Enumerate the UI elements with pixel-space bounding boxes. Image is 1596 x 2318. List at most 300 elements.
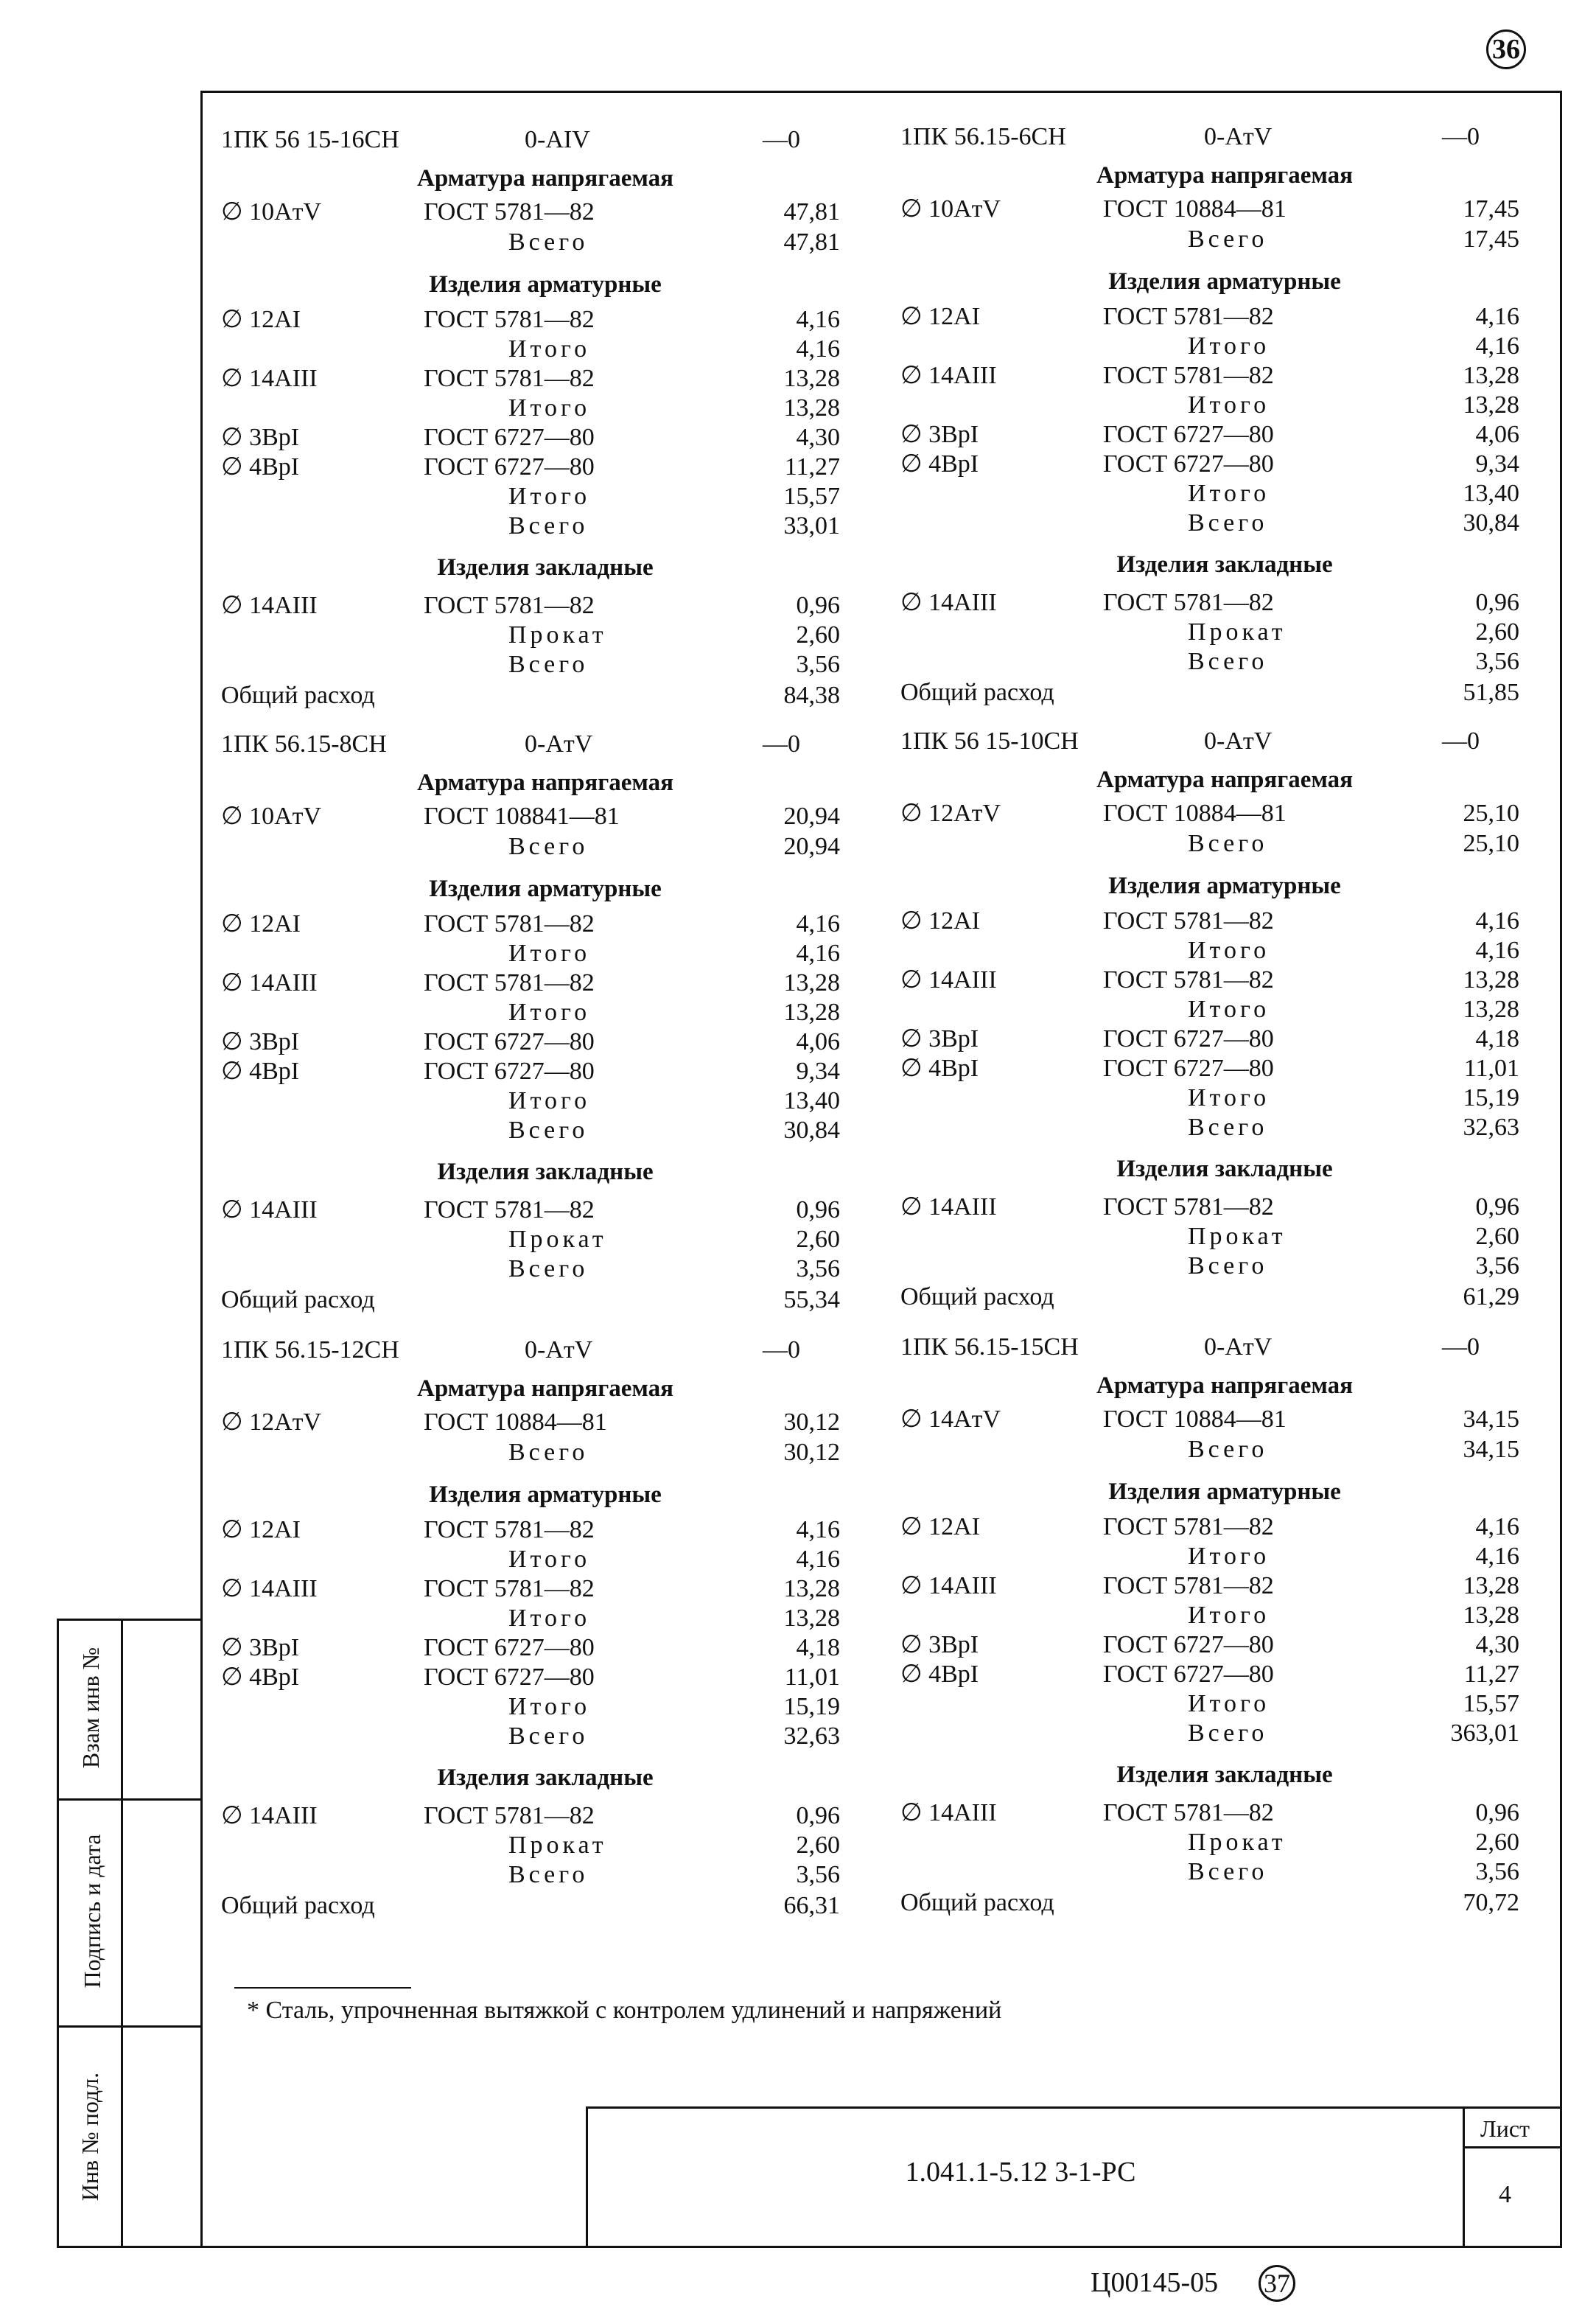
rebar-diameter: ∅ 14AIII — [900, 589, 997, 616]
mass-value: 4,06 — [796, 1028, 840, 1055]
rebar-diameter: ∅ 12AI — [221, 1516, 301, 1543]
product-title-row — [900, 122, 1519, 152]
subtotal-value: 2,60 — [796, 1226, 840, 1253]
product-value: —0 — [1442, 123, 1480, 150]
page-number: 36 — [1486, 29, 1526, 69]
table-row — [900, 1630, 1519, 1660]
rebar-diameter: ∅ 14AIII — [221, 1575, 318, 1602]
section-heading-text: Арматура напрягаемая — [1096, 1372, 1353, 1399]
rebar-diameter: ∅ 12AтV — [900, 800, 1001, 827]
subtotal-value: 13,28 — [1463, 391, 1519, 419]
rebar-diameter: ∅ 4BpI — [221, 1058, 300, 1085]
subtotal-row — [900, 1542, 1519, 1571]
standard-ref: ГОСТ 6727—80 — [424, 1664, 595, 1691]
product-title-row — [900, 727, 1519, 756]
subtotal-label: Всего — [508, 1861, 589, 1888]
mass-value: 4,16 — [1475, 907, 1519, 935]
table-row — [900, 1054, 1519, 1083]
mass-value: 9,34 — [1475, 450, 1519, 478]
mass-value: 0,96 — [1475, 1799, 1519, 1826]
subtotal-value: 4,16 — [796, 335, 840, 363]
table-row — [221, 910, 840, 939]
subtotal-label: Всего — [1188, 648, 1268, 675]
rebar-diameter: ∅ 14AIII — [900, 362, 997, 389]
subtotal-row — [221, 650, 840, 680]
subtotal-row — [221, 1692, 840, 1722]
table-row — [221, 1574, 840, 1604]
subtotal-value: 13,28 — [783, 1605, 840, 1632]
subtotal-label: Всего — [1188, 1252, 1268, 1280]
subtotal-label: Итого — [508, 1605, 591, 1632]
grand-total-value: 61,29 — [1463, 1283, 1519, 1310]
rebar-diameter: ∅ 4BpI — [900, 1661, 979, 1688]
grand-total-row — [900, 1282, 1519, 1312]
mass-value: 4,30 — [796, 424, 840, 451]
standard-ref: ГОСТ 5781—82 — [424, 910, 595, 938]
rebar-diameter: ∅ 12AI — [900, 303, 980, 330]
subtotal-row — [900, 647, 1519, 677]
standard-ref: ГОСТ 10884—81 — [1103, 800, 1287, 827]
subtotal-row — [900, 1828, 1519, 1857]
section-heading — [900, 1154, 1519, 1184]
subtotal-label: Итого — [508, 1087, 591, 1114]
subtotal-value: 363,01 — [1450, 1720, 1519, 1747]
standard-ref: ГОСТ 6727—80 — [424, 453, 595, 481]
table-row — [221, 1663, 840, 1692]
standard-ref: ГОСТ 10884—81 — [1103, 1406, 1287, 1433]
subtotal-label: Прокат — [1188, 1829, 1287, 1856]
section-heading — [900, 161, 1519, 190]
document-code: 1.041.1-5.12 3-1-РС — [905, 2157, 1136, 2188]
grand-total-row — [221, 681, 840, 711]
spec-block-1 — [221, 125, 840, 722]
grand-total-value: 55,34 — [783, 1286, 840, 1313]
rebar-diameter: ∅ 3BpI — [221, 1634, 300, 1661]
subtotal-row — [221, 335, 840, 364]
subtotal-row — [221, 1225, 840, 1254]
subtotal-value: 15,19 — [783, 1693, 840, 1720]
stamp-inv-original: Инв № подл. — [77, 2072, 103, 2202]
subtotal-label: Всего — [508, 833, 589, 860]
standard-ref: ГОСТ 5781—82 — [424, 1196, 595, 1223]
table-row — [221, 1515, 840, 1545]
subtotal-label: Всего — [508, 1722, 589, 1750]
rebar-diameter: ∅ 14AIII — [900, 1193, 997, 1221]
mass-value: 11,27 — [1463, 1661, 1519, 1688]
subtotal-value: 17,45 — [1463, 226, 1519, 253]
rebar-diameter: ∅ 12AI — [221, 910, 301, 938]
grand-total-row — [900, 678, 1519, 708]
rebar-diameter: ∅ 3BpI — [221, 424, 300, 451]
table-row — [900, 966, 1519, 995]
grand-total-row — [221, 1285, 840, 1315]
table-row — [900, 1512, 1519, 1542]
subtotal-label: Итого — [508, 940, 591, 967]
rebar-diameter: ∅ 12AI — [221, 306, 301, 333]
rebar-diameter: ∅ 14AIII — [900, 966, 997, 994]
rebar-diameter: ∅ 10AтV — [221, 803, 322, 830]
product-code: 1ПК 56 15-10СН — [900, 727, 1079, 755]
product-mark: 0-AIV — [525, 126, 590, 153]
section-heading-text: Изделия закладные — [437, 554, 654, 581]
subtotal-row — [900, 1719, 1519, 1748]
section-heading — [221, 553, 840, 582]
product-title-row — [900, 1333, 1519, 1362]
subtotal-label: Всего — [1188, 509, 1268, 537]
product-value: —0 — [1442, 727, 1480, 755]
subtotal-label: Итого — [1188, 1543, 1270, 1570]
rebar-diameter: ∅ 12AI — [900, 907, 980, 935]
product-value: —0 — [763, 1336, 800, 1364]
subtotal-row — [900, 225, 1519, 254]
subtotal-label: Всего — [508, 228, 589, 256]
subtotal-value: 2,60 — [796, 621, 840, 649]
product-title-row — [221, 730, 840, 759]
standard-ref: ГОСТ 10884—81 — [424, 1408, 607, 1436]
standard-ref: ГОСТ 5781—82 — [1103, 1513, 1274, 1540]
standard-ref: ГОСТ 6727—80 — [1103, 421, 1274, 448]
product-mark: 0-AтV — [1204, 727, 1273, 755]
archive-circle-number: 37 — [1259, 2265, 1295, 2302]
product-code: 1ПК 56 15-16СН — [221, 126, 399, 153]
section-heading-text: Арматура напрягаемая — [1096, 767, 1353, 793]
subtotal-label: Всего — [1188, 226, 1268, 253]
mass-value: 4,16 — [1475, 303, 1519, 330]
standard-ref: ГОСТ 5781—82 — [424, 306, 595, 333]
grand-total-label: Общий расход — [221, 1286, 375, 1313]
mass-value: 4,16 — [1475, 1513, 1519, 1540]
product-code: 1ПК 56.15-8СН — [221, 730, 387, 758]
subtotal-label: Итого — [508, 394, 591, 422]
subtotal-row — [221, 1722, 840, 1751]
mass-value: 4,18 — [796, 1634, 840, 1661]
product-mark: 0-AтV — [525, 1336, 593, 1364]
rebar-diameter: ∅ 14AтV — [900, 1406, 1001, 1433]
subtotal-label: Всего — [508, 1255, 589, 1282]
subtotal-value: 3,56 — [1475, 1858, 1519, 1885]
subtotal-row — [900, 1113, 1519, 1142]
subtotal-row — [900, 995, 1519, 1024]
subtotal-row — [221, 482, 840, 512]
standard-ref: ГОСТ 5781—82 — [424, 1516, 595, 1543]
mass-value: 0,96 — [796, 1196, 840, 1223]
grand-total-value: 51,85 — [1463, 679, 1519, 706]
subtotal-value: 4,16 — [1475, 937, 1519, 964]
table-row — [900, 195, 1519, 224]
standard-ref: ГОСТ 108841—81 — [424, 803, 620, 830]
footnote: * Сталь, упрочненная вытяжкой с контролем удлинений и напряжений — [247, 1997, 1002, 2024]
subtotal-value: 13,28 — [1463, 996, 1519, 1023]
title-block-sheet-rule — [1463, 2146, 1562, 2148]
subtotal-row — [221, 228, 840, 257]
mass-value: 4,16 — [796, 1516, 840, 1543]
footnote-rule — [234, 1987, 411, 1989]
mass-value: 47,81 — [783, 198, 840, 226]
grand-total-label: Общий расход — [900, 1283, 1054, 1310]
stamp-inv-replace: Взам инв № — [77, 1647, 104, 1769]
table-row — [221, 1027, 840, 1057]
table-row — [221, 364, 840, 394]
subtotal-value: 4,16 — [1475, 332, 1519, 360]
standard-ref: ГОСТ 5781—82 — [424, 1802, 595, 1829]
rebar-diameter: ∅ 4BpI — [221, 1664, 300, 1691]
product-title-row — [221, 1336, 840, 1365]
subtotal-value: 3,56 — [1475, 648, 1519, 675]
table-row — [221, 802, 840, 831]
subtotal-row — [900, 1083, 1519, 1113]
subtotal-value: 2,60 — [1475, 1223, 1519, 1250]
rebar-diameter: ∅ 4BpI — [900, 1055, 979, 1082]
subtotal-value: 33,01 — [783, 512, 840, 540]
mass-value: 0,96 — [796, 1802, 840, 1829]
subtotal-row — [900, 936, 1519, 966]
mass-value: 4,06 — [1475, 421, 1519, 448]
product-value: —0 — [763, 730, 800, 758]
table-row — [221, 1408, 840, 1437]
mass-value: 11,01 — [784, 1664, 840, 1691]
standard-ref: ГОСТ 5781—82 — [1103, 1799, 1274, 1826]
section-heading — [221, 1374, 840, 1403]
standard-ref: ГОСТ 6727—80 — [1103, 1055, 1274, 1082]
section-heading — [900, 1371, 1519, 1400]
mass-value: 0,96 — [1475, 1193, 1519, 1221]
standard-ref: ГОСТ 5781—82 — [1103, 966, 1274, 994]
table-row — [900, 450, 1519, 479]
subtotal-label: Всего — [1188, 1720, 1268, 1747]
product-code: 1ПК 56.15-6СН — [900, 123, 1066, 150]
subtotal-value: 3,56 — [796, 1861, 840, 1888]
subtotal-row — [900, 509, 1519, 538]
rebar-diameter: ∅ 12AтV — [221, 1408, 322, 1436]
rebar-diameter: ∅ 3BpI — [900, 1631, 979, 1658]
subtotal-value: 2,60 — [796, 1832, 840, 1859]
standard-ref: ГОСТ 6727—80 — [1103, 450, 1274, 478]
grand-total-value: 84,38 — [783, 682, 840, 709]
subtotal-value: 13,28 — [783, 394, 840, 422]
section-heading-text: Изделия закладные — [437, 1764, 654, 1791]
section-heading — [221, 1157, 840, 1187]
subtotal-value: 4,16 — [796, 940, 840, 967]
section-heading — [221, 270, 840, 299]
standard-ref: ГОСТ 5781—82 — [424, 592, 595, 619]
subtotal-value: 3,56 — [796, 1255, 840, 1282]
subtotal-value: 34,15 — [1463, 1436, 1519, 1463]
mass-value: 11,27 — [784, 453, 840, 481]
section-heading-text: Изделия арматурные — [1108, 873, 1341, 899]
standard-ref: ГОСТ 5781—82 — [1103, 303, 1274, 330]
archive-code: Ц00145-05 — [1091, 2267, 1219, 2298]
standard-ref: ГОСТ 6727—80 — [1103, 1661, 1274, 1688]
table-row — [221, 1195, 840, 1225]
grand-total-value: 66,31 — [783, 1892, 840, 1919]
section-heading — [221, 164, 840, 193]
section-heading-text: Изделия арматурные — [429, 1481, 662, 1508]
mass-value: 20,94 — [783, 803, 840, 830]
product-code: 1ПК 56.15-15СН — [900, 1333, 1079, 1361]
product-title-row — [221, 125, 840, 155]
subtotal-value: 13,28 — [783, 999, 840, 1026]
side-stamp-rule-2 — [57, 2025, 203, 2028]
standard-ref: ГОСТ 6727—80 — [424, 1058, 595, 1085]
subtotal-label: Всего — [1188, 1114, 1268, 1141]
table-row — [221, 305, 840, 335]
subtotal-row — [900, 829, 1519, 859]
mass-value: 0,96 — [1475, 589, 1519, 616]
rebar-diameter: ∅ 3BpI — [900, 1025, 979, 1052]
section-heading-text: Арматура напрягаемая — [417, 165, 673, 192]
standard-ref: ГОСТ 6727—80 — [424, 1634, 595, 1661]
mass-value: 13,28 — [783, 365, 840, 392]
subtotal-row — [221, 832, 840, 862]
section-heading — [900, 871, 1519, 901]
product-mark: 0-AтV — [1204, 123, 1273, 150]
grand-total-row — [900, 1888, 1519, 1918]
subtotal-row — [900, 1222, 1519, 1251]
section-heading-text: Изделия закладные — [1116, 551, 1333, 578]
table-row — [900, 420, 1519, 450]
mass-value: 30,12 — [783, 1408, 840, 1436]
subtotal-label: Прокат — [508, 1832, 607, 1859]
subtotal-row — [221, 1086, 840, 1116]
rebar-diameter: ∅ 3BpI — [221, 1028, 300, 1055]
product-code: 1ПК 56.15-12СН — [221, 1336, 399, 1364]
standard-ref: ГОСТ 10884—81 — [1103, 195, 1287, 223]
table-row — [221, 1801, 840, 1831]
mass-value: 13,28 — [783, 1575, 840, 1602]
standard-ref: ГОСТ 6727—80 — [1103, 1631, 1274, 1658]
subtotal-label: Всего — [1188, 1436, 1268, 1463]
mass-value: 17,45 — [1463, 195, 1519, 223]
subtotal-row — [900, 332, 1519, 361]
subtotal-row — [221, 512, 840, 541]
subtotal-value: 13,28 — [1463, 1602, 1519, 1629]
subtotal-label: Итого — [1188, 480, 1270, 507]
subtotal-label: Итого — [1188, 1690, 1270, 1717]
section-heading-text: Изделия арматурные — [1108, 1479, 1341, 1505]
subtotal-row — [221, 1116, 840, 1145]
subtotal-row — [221, 939, 840, 968]
standard-ref: ГОСТ 6727—80 — [1103, 1025, 1274, 1052]
grand-total-label: Общий расход — [900, 1889, 1054, 1916]
subtotal-value: 3,56 — [796, 651, 840, 678]
spec-block-4 — [900, 727, 1519, 1324]
grand-total-label: Общий расход — [221, 682, 375, 709]
product-value: —0 — [763, 126, 800, 153]
rebar-diameter: ∅ 12AI — [900, 1513, 980, 1540]
subtotal-label: Всего — [508, 512, 589, 540]
subtotal-row — [900, 618, 1519, 647]
subtotal-value: 30,84 — [1463, 509, 1519, 537]
subtotal-row — [221, 1604, 840, 1633]
subtotal-row — [900, 1689, 1519, 1719]
sheet-number: 4 — [1499, 2181, 1511, 2208]
table-row — [900, 907, 1519, 936]
table-row — [900, 302, 1519, 332]
section-heading — [221, 1763, 840, 1792]
rebar-diameter: ∅ 14AIII — [221, 969, 318, 996]
mass-value: 11,01 — [1463, 1055, 1519, 1082]
subtotal-label: Итого — [508, 999, 591, 1026]
subtotal-label: Итого — [508, 335, 591, 363]
subtotal-label: Всего — [508, 1117, 589, 1144]
subtotal-value: 25,10 — [1463, 830, 1519, 857]
subtotal-row — [221, 621, 840, 650]
subtotal-label: Всего — [1188, 1858, 1268, 1885]
subtotal-label: Прокат — [508, 621, 607, 649]
subtotal-row — [221, 1438, 840, 1467]
table-row — [221, 453, 840, 482]
table-row — [900, 361, 1519, 391]
subtotal-row — [221, 1831, 840, 1860]
standard-ref: ГОСТ 5781—82 — [1103, 1572, 1274, 1599]
subtotal-label: Всего — [508, 651, 589, 678]
standard-ref: ГОСТ 5781—82 — [424, 969, 595, 996]
subtotal-label: Итого — [1188, 1602, 1270, 1629]
subtotal-value: 32,63 — [1463, 1114, 1519, 1141]
mass-value: 13,28 — [783, 969, 840, 996]
table-row — [221, 423, 840, 453]
subtotal-label: Итого — [1188, 391, 1270, 419]
mass-value: 4,16 — [796, 910, 840, 938]
grand-total-value: 70,72 — [1463, 1889, 1519, 1916]
table-row — [221, 1633, 840, 1663]
subtotal-label: Итого — [1188, 996, 1270, 1023]
mass-value: 4,18 — [1475, 1025, 1519, 1052]
subtotal-label: Всего — [508, 1439, 589, 1466]
section-heading — [900, 1760, 1519, 1790]
subtotal-row — [221, 394, 840, 423]
standard-ref: ГОСТ 5781—82 — [1103, 1193, 1274, 1221]
subtotal-value: 15,57 — [1463, 1690, 1519, 1717]
table-row — [900, 1571, 1519, 1601]
standard-ref: ГОСТ 6727—80 — [424, 1028, 595, 1055]
subtotal-row — [900, 1857, 1519, 1887]
table-row — [221, 591, 840, 621]
standard-ref: ГОСТ 5781—82 — [424, 1575, 595, 1602]
section-heading — [221, 874, 840, 904]
section-heading-text: Изделия закладные — [437, 1159, 654, 1185]
subtotal-value: 32,63 — [783, 1722, 840, 1750]
subtotal-row — [900, 1251, 1519, 1281]
subtotal-label: Всего — [1188, 830, 1268, 857]
product-mark: 0-AтV — [525, 730, 593, 758]
section-heading — [900, 267, 1519, 296]
subtotal-value: 13,40 — [783, 1087, 840, 1114]
product-value: —0 — [1442, 1333, 1480, 1361]
subtotal-label: Итого — [508, 483, 591, 510]
table-row — [900, 1405, 1519, 1434]
subtotal-label: Итого — [1188, 937, 1270, 964]
standard-ref: ГОСТ 5781—82 — [1103, 362, 1274, 389]
section-heading-text: Изделия закладные — [1116, 1156, 1333, 1182]
rebar-diameter: ∅ 4BpI — [900, 450, 979, 478]
subtotal-value: 2,60 — [1475, 1829, 1519, 1856]
side-stamp-divider — [121, 1619, 123, 2248]
subtotal-value: 15,19 — [1463, 1084, 1519, 1111]
table-row — [900, 1798, 1519, 1828]
table-row — [900, 1024, 1519, 1054]
section-heading-text: Арматура напрягаемая — [1096, 162, 1353, 189]
mass-value: 13,28 — [1463, 362, 1519, 389]
subtotal-value: 30,12 — [783, 1439, 840, 1466]
subtotal-row — [900, 479, 1519, 509]
rebar-diameter: ∅ 14AIII — [900, 1799, 997, 1826]
mass-value: 9,34 — [796, 1058, 840, 1085]
mass-value: 4,16 — [796, 306, 840, 333]
subtotal-label: Итого — [1188, 332, 1270, 360]
standard-ref: ГОСТ 5781—82 — [424, 198, 595, 226]
subtotal-label: Итого — [508, 1693, 591, 1720]
